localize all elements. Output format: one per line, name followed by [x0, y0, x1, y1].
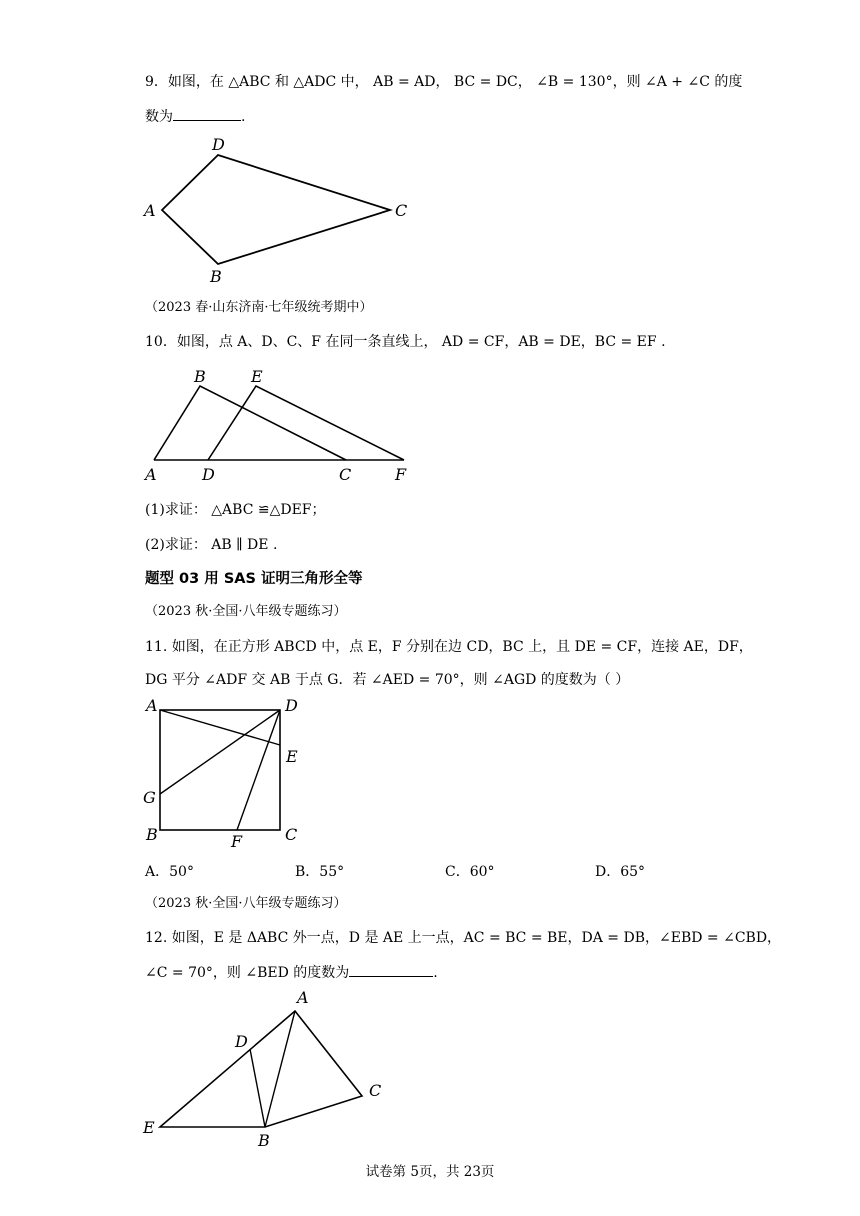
q12-segment-DB [250, 1049, 265, 1127]
q10-label-A: A [145, 465, 157, 484]
q10-part2: (2)求证： AB ∥ DE . [145, 537, 278, 553]
q12-segment-AB [265, 1011, 295, 1127]
q10-source: （2023 春·山东济南·七年级统考期中） [145, 300, 373, 315]
q11-segment-DG [160, 710, 280, 794]
q9-stem-prefix: 数为 [145, 109, 173, 125]
section-title: 题型 03 用 SAS 证明三角形全等 [145, 571, 363, 587]
q10-part1: (1)求证： △ABC ≌△DEF； [145, 502, 326, 518]
q12-label-D: D [235, 1032, 248, 1051]
q11-label-G: G [143, 788, 156, 807]
q11-option-a[interactable] [145, 861, 194, 881]
q11-figure [140, 695, 320, 855]
q10-figure [140, 362, 430, 487]
q11-stem-line2: DG 平分 ∠ADF 交 AB 于点 G．若 ∠AED = 70°，则 ∠AGD 的度数为（ ） [145, 672, 630, 688]
q11-option-c[interactable] [445, 861, 495, 881]
q12-label-C: C [369, 1081, 382, 1100]
q11-option-d[interactable] [595, 861, 645, 881]
q11-segment-AE [160, 710, 280, 745]
q10-label-C: C [339, 465, 352, 484]
q12-stem-end: . [433, 965, 438, 981]
q10-triangle-ABC [154, 386, 346, 460]
q9-answer-blank[interactable] [173, 106, 241, 121]
page-footer: 试卷第 5页，共 23页 [365, 1164, 495, 1180]
q11-label-B: B [146, 825, 158, 844]
q12-stem-line1: 12. 如图，E 是 ΔABC 外一点，D 是 AE 上一点，AC = BC = BE，DA = DB，∠EBD = ∠CBD， [145, 930, 782, 946]
q10-label-B: B [194, 367, 206, 386]
q10-triangle-DEF [208, 386, 404, 460]
q12-label-A: A [297, 988, 309, 1007]
q11-source: （2023 秋·全国·八年级专题练习） [145, 604, 347, 619]
q11-label-E: E [286, 747, 298, 766]
q11-option-d-letter: D． [595, 864, 621, 880]
q11-option-b-text: 55° [319, 864, 345, 880]
q11-option-b-letter: B． [295, 864, 320, 880]
q10-label-F: F [395, 465, 407, 484]
q9-stem-line2 [145, 106, 245, 127]
q12-label-E: E [143, 1118, 155, 1137]
q11-option-d-text: 65° [620, 864, 646, 880]
q12-source: （2023 秋·全国·八年级专题练习） [145, 896, 347, 911]
q9-quadrilateral [162, 155, 390, 264]
q11-option-a-text: 50° [169, 864, 194, 880]
q12-stem-line2 [145, 962, 438, 983]
q11-option-c-letter: C． [445, 864, 470, 880]
q11-option-b[interactable] [295, 861, 344, 881]
q11-label-C: C [285, 825, 298, 844]
q11-stem-line1: 11. 如图，在正方形 ABCD 中，点 E，F 分别在边 CD，BC 上，且 DE = CF，连接 AE，DF， [145, 639, 753, 655]
q10-label-D: D [202, 465, 215, 484]
q12-label-B: B [258, 1131, 270, 1150]
q9-stem-end: . [241, 109, 246, 125]
q9-label-B: B [210, 267, 222, 286]
q9-label-C: C [395, 201, 408, 220]
q9-figure [140, 130, 430, 290]
q9-label-A: A [144, 201, 156, 220]
q12-figure [140, 985, 400, 1155]
q11-option-a-letter: A． [145, 864, 170, 880]
q10-stem: 10．如图，点 A、D、C、F 在同一条直线上， AD = CF，AB = DE，BC = EF . [145, 334, 666, 350]
q11-option-c-text: 60° [469, 864, 495, 880]
q12-answer-blank[interactable] [349, 962, 433, 977]
q11-label-D: D [285, 696, 298, 715]
q11-label-A: A [146, 696, 158, 715]
q11-segment-DF [237, 710, 280, 830]
q10-label-E: E [251, 367, 263, 386]
q9-label-D: D [212, 135, 225, 154]
q12-stem-prefix: ∠C = 70°，则 ∠BED 的度数为 [145, 965, 350, 981]
q9-stem-line1: 9．如图，在 △ABC 和 △ADC 中， AB = AD， BC = DC， ∠B = 130°，则 ∠A + ∠C 的度 [145, 74, 743, 90]
q11-label-F: F [231, 832, 243, 851]
